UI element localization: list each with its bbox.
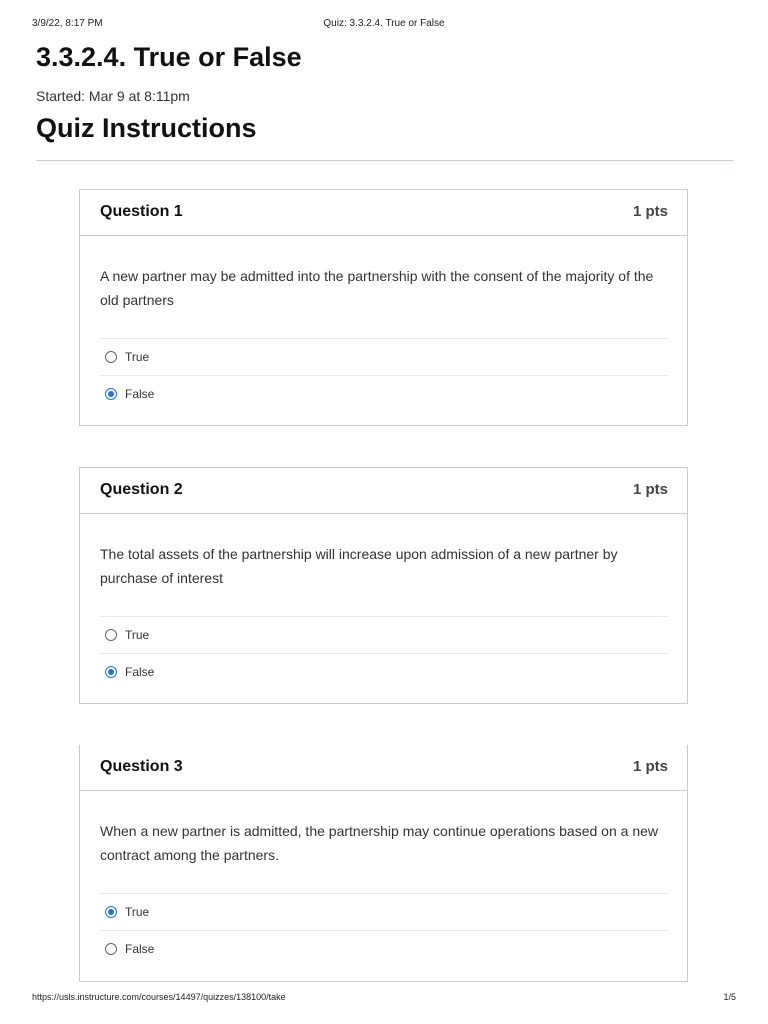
answer-option-false[interactable]	[100, 376, 668, 412]
answer-list	[100, 893, 668, 967]
question-points: 1 pts	[632, 203, 668, 220]
answer-option-false[interactable]	[100, 931, 668, 967]
radio-button[interactable]	[105, 943, 117, 955]
radio-button[interactable]	[105, 666, 117, 678]
radio-button[interactable]	[105, 351, 117, 363]
answer-label: True	[125, 905, 150, 919]
answer-option-true[interactable]	[100, 894, 668, 931]
answer-option-true[interactable]	[100, 617, 668, 654]
print-page-number: 1/5	[723, 992, 736, 1002]
question-text: A new partner may be admitted into the partnership with the consent of the majority of the old partners	[100, 268, 654, 308]
question-card-1	[79, 189, 688, 426]
radio-button[interactable]	[105, 629, 117, 641]
header-divider	[36, 160, 733, 161]
question-header	[80, 190, 687, 236]
radio-button[interactable]	[105, 388, 117, 400]
radio-button[interactable]	[105, 906, 117, 918]
question-name: Question 1	[100, 203, 183, 220]
question-points: 1 pts	[632, 758, 668, 775]
answer-label: False	[125, 942, 155, 956]
print-datetime: 3/9/22, 8:17 PM	[32, 18, 103, 29]
answer-label: False	[125, 665, 155, 679]
answer-option-true[interactable]	[100, 339, 668, 376]
question-header	[80, 468, 687, 514]
question-name: Question 2	[100, 481, 183, 498]
print-doc-title: Quiz: 3.3.2.4. True or False	[323, 18, 445, 29]
print-footer	[32, 992, 736, 1006]
question-card-2	[79, 467, 688, 704]
answer-label: True	[125, 628, 150, 642]
answer-label: True	[125, 350, 150, 364]
question-points: 1 pts	[632, 481, 668, 498]
print-header	[32, 18, 736, 32]
question-name: Question 3	[100, 758, 183, 775]
quiz-title: 3.3.2.4. True or False	[36, 42, 302, 72]
question-card-3	[79, 745, 688, 982]
started-timestamp: Started: Mar 9 at 8:11pm	[36, 88, 190, 104]
answer-label: False	[125, 387, 155, 401]
answer-list	[100, 616, 668, 690]
print-url: https://usls.instructure.com/courses/14497/quizzes/138100/take	[32, 992, 286, 1002]
answer-list	[100, 338, 668, 412]
question-text: When a new partner is admitted, the partnership may continue operations based on a new contract among the partners.	[100, 823, 658, 863]
question-text: The total assets of the partnership will increase upon admission of a new partner by purchase of interest	[100, 546, 618, 586]
quiz-instructions-heading: Quiz Instructions	[36, 113, 257, 143]
answer-option-false[interactable]	[100, 654, 668, 690]
question-header	[80, 745, 687, 791]
